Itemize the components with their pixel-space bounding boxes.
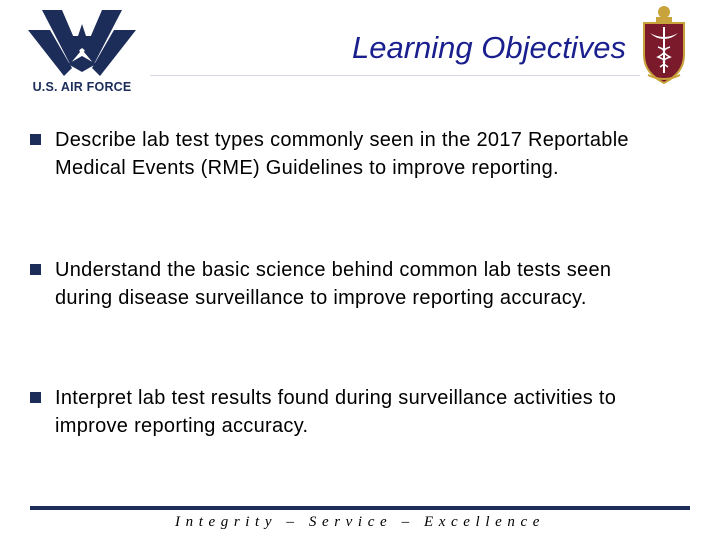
footer-motto: Integrity – Service – Excellence bbox=[175, 514, 545, 530]
square-bullet-icon bbox=[30, 134, 41, 145]
bullet-text: Understand the basic science behind common lab tests seen during disease surveillance to improve reporting accuracy. bbox=[55, 259, 612, 309]
title-divider bbox=[150, 75, 640, 76]
bullet-text: Describe lab test types commonly seen in the 2017 Reportable Medical Events (RME) Guidelines to improve reporting. bbox=[55, 129, 629, 179]
air-force-wings-icon bbox=[26, 6, 138, 80]
square-bullet-icon bbox=[30, 392, 41, 403]
medical-crest-icon bbox=[638, 3, 690, 87]
brand-text: U.S. AIR FORCE bbox=[32, 80, 132, 94]
list-item bbox=[30, 126, 670, 182]
footer-divider bbox=[30, 506, 690, 510]
list-item bbox=[30, 256, 670, 312]
page-title: Learning Objectives bbox=[352, 30, 626, 65]
square-bullet-icon bbox=[30, 264, 41, 275]
list-item bbox=[30, 384, 670, 440]
bullet-text: Interpret lab test results found during surveillance activities to improve reporting accuracy. bbox=[55, 387, 617, 437]
air-force-logo bbox=[26, 6, 138, 96]
